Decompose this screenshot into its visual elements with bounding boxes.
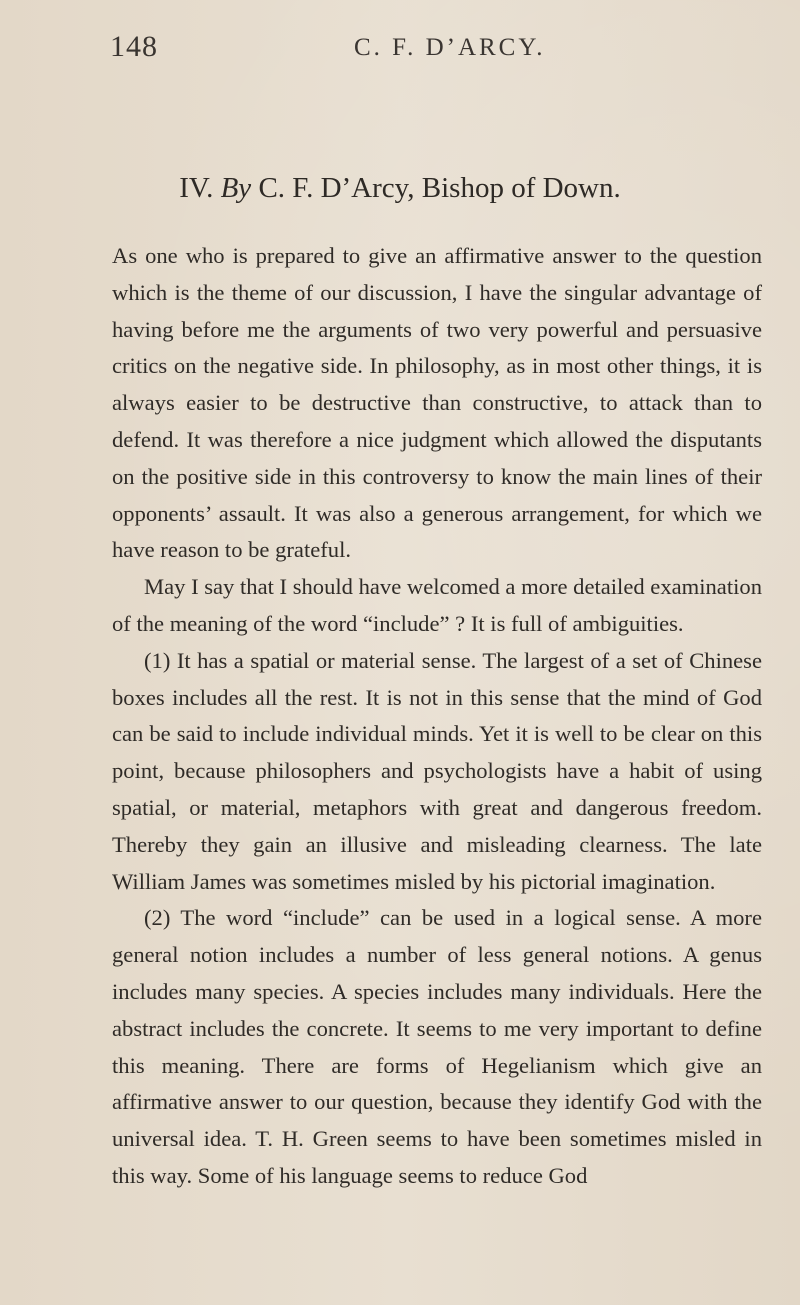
body-text — [112, 238, 762, 1195]
running-title: C. F. D’ARCY. — [354, 34, 546, 61]
paragraph-1: As one who is prepared to give an affirmative answer to the question which is the theme of our discussion, I have the singular advantage of having before me the arguments of two very powerful and persuasive critics on the negative side. In philosophy, as in most other things, it is always easier to be destructive than constructive, to attack than to defend. It was therefore a nice judgment which allowed the disputants on the positive side in this controversy to know the main lines of their opponents’ assault. It was also a generous arrangement, for which we have reason to be grateful. — [112, 243, 762, 563]
paragraph-2: May I say that I should have welcomed a more detailed examination of the meaning of the word “include” ? It is full of ambiguities. — [112, 574, 762, 636]
running-head — [110, 30, 760, 70]
section-heading — [0, 172, 800, 205]
section-author: C. F. D’Arcy, Bishop of Down. — [258, 172, 621, 204]
page-number: 148 — [110, 30, 158, 63]
section-by: By — [220, 172, 252, 204]
section-numeral: IV. — [179, 172, 214, 204]
paragraph-4: (2) The word “include” can be used in a logical sense. A more general notion includes a number of less general notions. A genus includes many species. A species includes many individuals. Here the abstract includes the concrete. It seems to me very important to define this meaning. There are forms of Hegelianism which give an affirmative answer to our question, because they identify God with the universal idea. T. H. Green seems to have been sometimes misled in this way. Some of his language seems to reduce God — [112, 905, 762, 1188]
paragraph-3: (1) It has a spatial or material sense. The largest of a set of Chinese boxes includes all the rest. It is not in this sense that the mind of God can be said to include individual minds. Yet it is well to be clear on this point, because philosophers and psychologists have a habit of using spatial, or material, metaphors with great and dangerous freedom. Thereby they gain an illusive and misleading clearness. The late William James was sometimes misled by his pictorial imagination. — [112, 647, 762, 894]
